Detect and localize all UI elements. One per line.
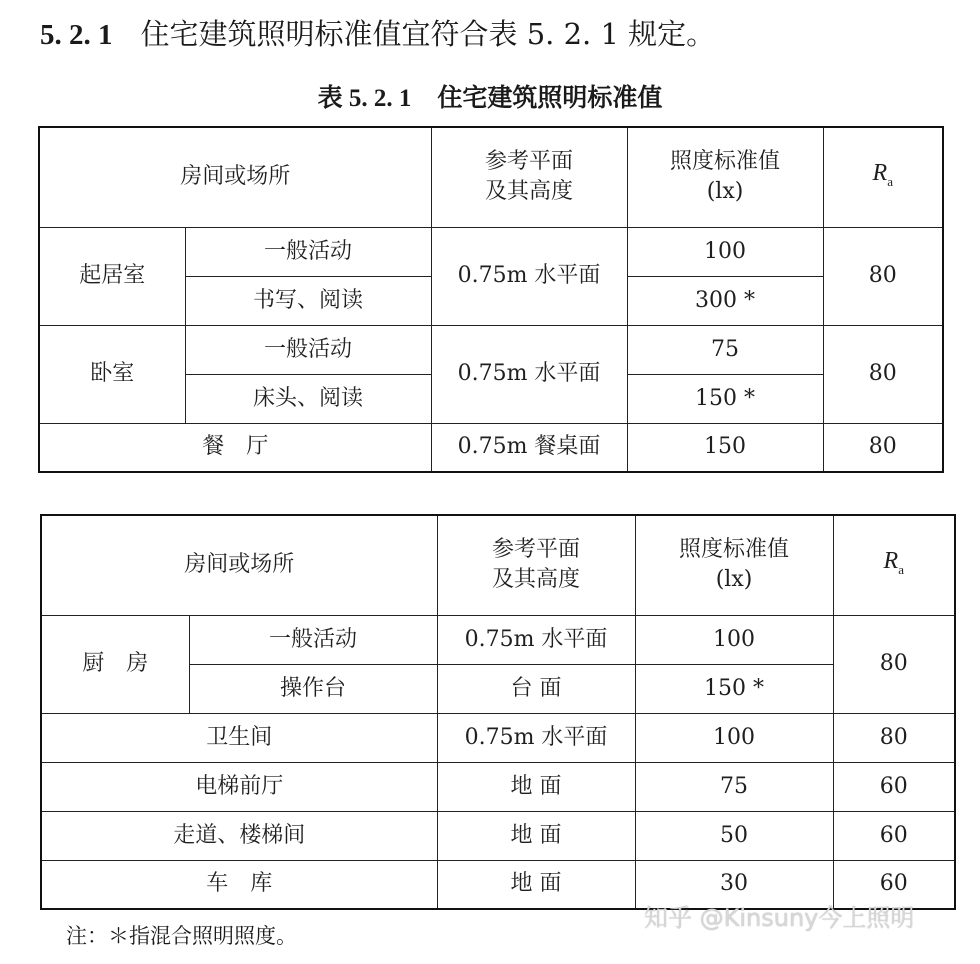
- header-plane: 参考平面 及其高度: [437, 515, 635, 615]
- table-row: [41, 762, 955, 811]
- table-row: [41, 615, 955, 664]
- room-corridor-stairs: 走道、楼梯间: [41, 811, 437, 860]
- plane-value: 台 面: [437, 664, 635, 713]
- room-kitchen: 厨 房: [41, 615, 189, 713]
- ra-value: 60: [833, 860, 955, 909]
- activity-reading: 书写、阅读: [185, 276, 431, 325]
- lux-value: 100: [627, 227, 823, 276]
- activity-general: 一般活动: [189, 615, 437, 664]
- table-row: [39, 227, 943, 276]
- ra-value: 80: [833, 615, 955, 713]
- lux-value: 300 *: [627, 276, 823, 325]
- table-note: 注：＊指混合照明照度。: [66, 924, 297, 948]
- ra-value: 80: [823, 227, 943, 325]
- table-row: [41, 713, 955, 762]
- table-row: [41, 811, 955, 860]
- header-ra: $R_a$: [823, 127, 943, 227]
- section-number: 5. 2. 1: [40, 19, 113, 51]
- header-ra: $R_a$: [833, 515, 955, 615]
- lux-value: 75: [635, 762, 833, 811]
- lux-value: 150 *: [635, 664, 833, 713]
- room-bathroom: 卫生间: [41, 713, 437, 762]
- table-row: [39, 423, 943, 472]
- table-header-row: [41, 515, 955, 615]
- header-place: 房间或场所: [39, 127, 431, 227]
- room-garage: 车 库: [41, 860, 437, 909]
- table-row: [39, 325, 943, 374]
- table-header-row: [39, 127, 943, 227]
- ra-value: 60: [833, 762, 955, 811]
- ra-value: 80: [823, 423, 943, 472]
- table-caption: [0, 80, 980, 117]
- activity-worktop: 操作台: [189, 664, 437, 713]
- table-number: 表 5. 2. 1: [317, 85, 412, 112]
- activity-bedside: 床头、阅读: [185, 374, 431, 423]
- plane-value: 0.75m 餐桌面: [431, 423, 627, 472]
- plane-value: 0.75m 水平面: [437, 713, 635, 762]
- header-plane: 参考平面 及其高度: [431, 127, 627, 227]
- plane-value: 0.75m 水平面: [431, 325, 627, 423]
- room-dining: 餐 厅: [39, 423, 431, 472]
- watermark: 知乎 @Kinsuny今上照明: [644, 904, 915, 932]
- lux-value: 150 *: [627, 374, 823, 423]
- lux-value: 50: [635, 811, 833, 860]
- lux-value: 100: [635, 713, 833, 762]
- lighting-table-1: [38, 126, 944, 473]
- header-place: 房间或场所: [41, 515, 437, 615]
- room-elevator-hall: 电梯前厅: [41, 762, 437, 811]
- lux-value: 100: [635, 615, 833, 664]
- room-living: 起居室: [39, 227, 185, 325]
- activity-general: 一般活动: [185, 227, 431, 276]
- activity-general: 一般活动: [185, 325, 431, 374]
- section-heading: [40, 14, 715, 55]
- ra-value: 60: [833, 811, 955, 860]
- lux-value: 30: [635, 860, 833, 909]
- ra-value: 80: [833, 713, 955, 762]
- lighting-table-2: [40, 514, 956, 910]
- plane-value: 0.75m 水平面: [437, 615, 635, 664]
- room-bedroom: 卧室: [39, 325, 185, 423]
- plane-value: 地 面: [437, 860, 635, 909]
- ra-value: 80: [823, 325, 943, 423]
- header-lux: 照度标准值 (lx): [627, 127, 823, 227]
- table-title: 住宅建筑照明标准值: [437, 83, 663, 112]
- section-text: 住宅建筑照明标准值宜符合表 5. 2. 1 规定。: [140, 17, 716, 51]
- plane-value: 0.75m 水平面: [431, 227, 627, 325]
- plane-value: 地 面: [437, 762, 635, 811]
- lux-value: 75: [627, 325, 823, 374]
- header-lux: 照度标准值 (lx): [635, 515, 833, 615]
- lux-value: 150: [627, 423, 823, 472]
- plane-value: 地 面: [437, 811, 635, 860]
